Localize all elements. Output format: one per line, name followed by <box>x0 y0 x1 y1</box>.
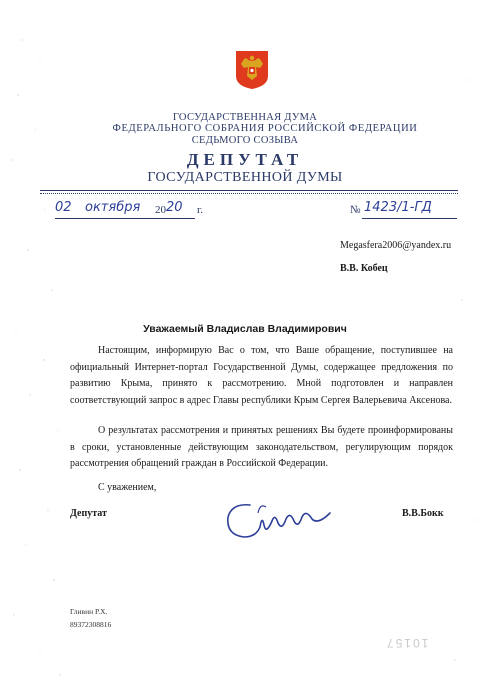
letterhead-subtitle: ГОСУДАРСТВЕННОЙ ДУМЫ <box>147 170 343 185</box>
org-name-line2: ФЕДЕРАЛЬНОГО СОБРАНИЯ РОССИЙСКОЙ ФЕДЕРАЦИИ <box>112 123 418 134</box>
date-month: октября <box>85 200 141 215</box>
addressee-email: Megasfera2006@yandex.ru <box>340 240 452 251</box>
coat-of-arms-icon <box>235 50 269 90</box>
letterhead-title: ДЕПУТАТ <box>186 150 304 169</box>
date-year-suffix: 20 <box>166 200 183 215</box>
registration-stamp-number: 10157 <box>385 636 429 650</box>
executor-name: Гливин Р.Х. <box>70 607 108 616</box>
date-year-prefix: 20 <box>155 204 166 216</box>
number-value: 1423/1-ГД <box>364 200 432 215</box>
signer-name: В.В.Бокк <box>402 508 444 519</box>
date-day: 02 <box>55 200 72 215</box>
header-divider <box>40 190 458 191</box>
org-name-line1: ГОСУДАРСТВЕННАЯ ДУМА <box>172 112 318 123</box>
date-year-mark: г. <box>197 204 204 216</box>
handwritten-signature <box>220 495 335 545</box>
number-sign: № <box>350 204 361 216</box>
closing-phrase: С уважением, <box>98 482 157 493</box>
addressee-name: В.В. Кобец <box>340 263 388 274</box>
header-divider-dotted <box>40 193 458 194</box>
signer-title: Депутат <box>70 508 107 519</box>
date-underline <box>55 218 195 219</box>
org-name-line3: СЕДЬМОГО СОЗЫВА <box>191 135 299 146</box>
body-paragraph-2: О результатах рассмотрения и принятых решениях Вы будете проинформированы в сроки, установленные действующим законодательством, регулирующим порядок рассмотрения обращений граждан в Российской Федерации. <box>70 425 453 469</box>
executor-phone: 89372308816 <box>70 620 112 629</box>
letter-number <box>350 200 460 222</box>
salutation: Уважаемый Владислав Владимирович <box>143 323 347 335</box>
body-paragraph-1: Настоящим, информирую Вас о том, что Ваше обращение, поступившее на официальный Интернет-портал Государственной Думы, содержащее предложения по развитию Крыма, принято к рассмотрению. Мной подготовлен и направлен соответствующий запрос в адрес Главы республики Крым Сергея Валерьевича Аксенова. <box>70 345 453 406</box>
letter-date <box>55 200 205 222</box>
number-underline <box>362 218 457 219</box>
